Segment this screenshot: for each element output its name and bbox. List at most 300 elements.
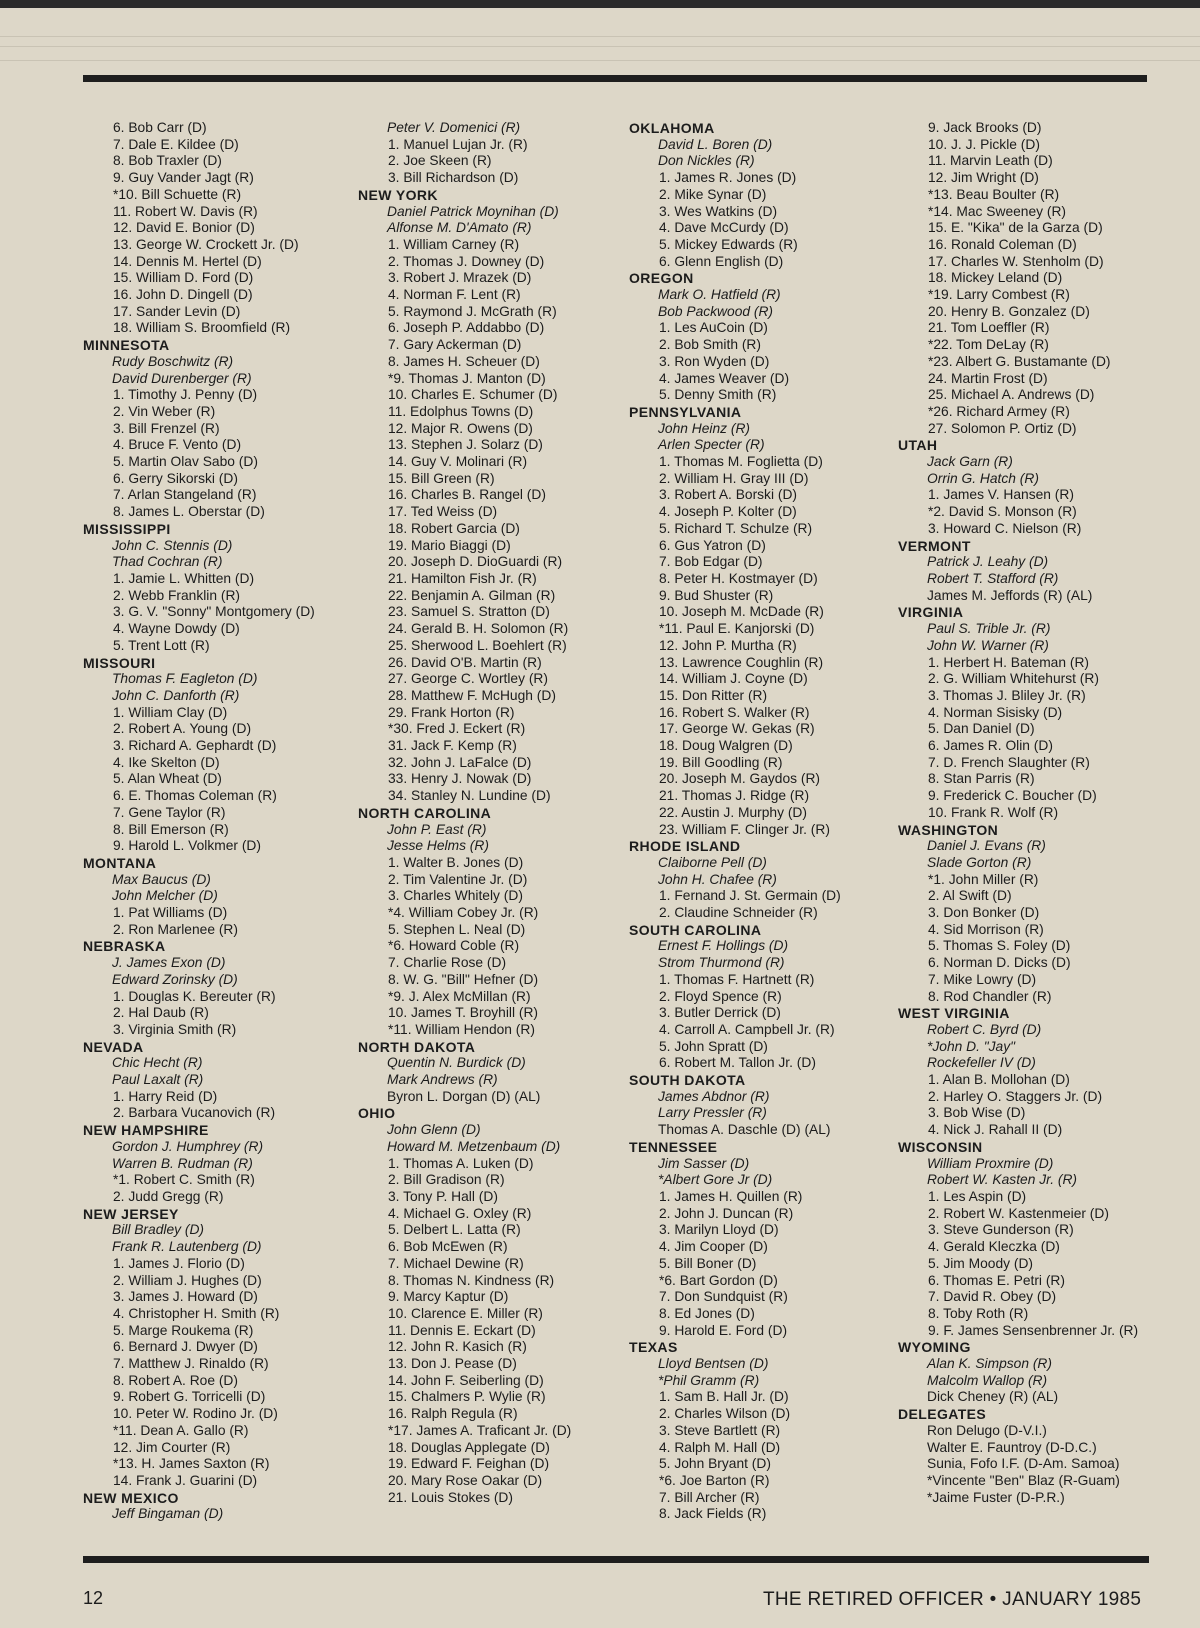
representative-entry: 7. Gene Taylor (R) <box>113 804 226 820</box>
senator-entry: Jesse Helms (R) <box>387 838 489 854</box>
representative-entry: 2. Robert A. Young (D) <box>113 721 252 737</box>
representative-entry: 16. Ronald Coleman (D) <box>928 236 1077 252</box>
state-heading: MONTANA <box>83 854 157 871</box>
senator-entry: John C. Stennis (D) <box>112 537 233 553</box>
representative-entry: 2. Judd Gregg (R) <box>113 1189 224 1204</box>
senator-entry: Rockefeller IV (D) <box>927 1055 1036 1071</box>
representative-entry: 9. Guy Vander Jagt (R) <box>113 170 254 186</box>
representative-entry: 11. Robert W. Davis (R) <box>113 203 258 219</box>
representative-entry: *4. William Cobey Jr. (R) <box>388 905 539 921</box>
representative-entry: 5. John Spratt (D) <box>659 1038 768 1054</box>
senator-entry: Thomas F. Eagleton (D) <box>112 671 258 687</box>
representative-entry: 10. Frank R. Wolf (R) <box>928 804 1059 820</box>
representative-entry: 28. Matthew F. McHugh (D) <box>388 687 556 703</box>
representative-entry: 7. Mike Lowry (D) <box>928 971 1037 987</box>
representative-entry: 17. Charles W. Stenholm (D) <box>928 253 1104 269</box>
representative-entry: 3. G. V. "Sonny" Montgomery (D) <box>113 604 315 620</box>
representative-entry: 12. John R. Kasich (R) <box>388 1339 527 1355</box>
representative-entry: 2. Vin Weber (R) <box>113 403 216 419</box>
representative-entry: 6. Gus Yatron (D) <box>659 537 766 553</box>
representative-entry: 16. John D. Dingell (D) <box>113 287 253 303</box>
representative-entry: 12. David E. Bonior (D) <box>113 220 255 236</box>
scan-top-border <box>0 0 1200 8</box>
senator-entry: James Abdnor (R) <box>658 1088 770 1104</box>
footer-publication: THE RETIRED OFFICER • JANUARY 1985 <box>763 1589 1142 1610</box>
senator-entry: John Glenn (D) <box>387 1122 481 1138</box>
representative-entry: *6. Howard Coble (R) <box>388 938 520 954</box>
page-number: 12 <box>83 1588 104 1608</box>
representative-entry: 1. Alan B. Mollohan (D) <box>928 1072 1070 1088</box>
representative-entry: 3. Steve Bartlett (R) <box>659 1422 781 1438</box>
representative-entry: 1. Timothy J. Penny (D) <box>113 387 258 403</box>
representative-entry: 1. Sam B. Hall Jr. (D) <box>659 1389 789 1405</box>
senator-entry: Don Nickles (R) <box>658 153 755 169</box>
representative-entry: 1. Jamie L. Whitten (D) <box>113 570 255 586</box>
state-heading: NEVADA <box>83 1038 144 1055</box>
representative-entry: 1. Harry Reid (D) <box>113 1088 218 1104</box>
representative-entry: 9. Frederick C. Boucher (D) <box>928 788 1097 804</box>
representative-entry: 4. Jim Cooper (D) <box>659 1239 768 1255</box>
state-heading: UTAH <box>898 437 938 454</box>
representative-entry: *11. William Hendon (R) <box>388 1021 535 1037</box>
representative-entry: 1. Douglas K. Bereuter (R) <box>113 988 276 1004</box>
representative-entry: 13. George W. Crockett Jr. (D) <box>113 236 299 252</box>
representative-entry: 14. John F. Seiberling (D) <box>388 1372 544 1388</box>
state-heading: VIRGINIA <box>898 604 964 621</box>
senator-entry: Howard M. Metzenbaum (D) <box>387 1138 561 1154</box>
representative-entry: 4. Dave McCurdy (D) <box>659 220 789 236</box>
representative-entry: *1. Robert C. Smith (R) <box>113 1172 255 1188</box>
senator-entry: Max Baucus (D) <box>112 871 211 887</box>
representative-entry: 17. George W. Gekas (R) <box>659 721 815 737</box>
representative-entry: 2. Webb Franklin (R) <box>113 587 241 603</box>
column-1 <box>83 120 348 1523</box>
senator-entry: Strom Thurmond (R) <box>658 955 785 971</box>
senator-entry: David Durenberger (R) <box>112 370 252 386</box>
senator-entry: Paul Laxalt (R) <box>112 1072 204 1088</box>
representative-entry: 10. Joseph M. McDade (R) <box>659 604 824 620</box>
representative-entry: 7. Don Sundquist (R) <box>659 1289 788 1305</box>
representative-entry: 1. Thomas M. Foglietta (D) <box>659 454 823 470</box>
representative-entry: 10. Charles E. Schumer (D) <box>388 387 558 403</box>
representative-entry: 27. Solomon P. Ortiz (D) <box>928 420 1077 436</box>
representative-entry: 6. Glenn English (D) <box>659 253 784 269</box>
plain-entry: *Vincente "Ben" Blaz (R-Guam) <box>927 1472 1120 1488</box>
representative-entry: 3. Marilyn Lloyd (D) <box>659 1222 779 1238</box>
representative-entry: 5. Denny Smith (R) <box>659 387 777 403</box>
representative-entry: 8. Toby Roth (R) <box>928 1305 1029 1321</box>
representative-entry: 20. Mary Rose Oakar (D) <box>388 1472 543 1488</box>
senator-entry: Gordon J. Humphrey (R) <box>112 1138 264 1154</box>
representative-entry: 6. Gerry Sikorski (D) <box>113 470 238 486</box>
representative-entry: 5. John Bryant (D) <box>659 1456 771 1472</box>
senator-entry: Bill Bradley (D) <box>112 1222 204 1238</box>
representative-entry: 8. James L. Oberstar (D) <box>113 504 265 520</box>
representative-entry: 5. Jim Moody (D) <box>928 1255 1034 1271</box>
representative-entry: 7. Matthew J. Rinaldo (R) <box>113 1356 269 1372</box>
senator-entry: J. James Exon (D) <box>112 955 226 971</box>
representative-entry: 5. Richard T. Schulze (R) <box>659 520 813 536</box>
state-heading: RHODE ISLAND <box>629 838 741 855</box>
representative-entry: 8. Jack Fields (R) <box>659 1506 767 1522</box>
state-heading: MISSISSIPPI <box>83 520 171 537</box>
representative-entry: 21. Louis Stokes (D) <box>388 1489 513 1505</box>
state-heading: NEW JERSEY <box>83 1205 179 1222</box>
representative-entry: 3. Ron Wyden (D) <box>659 353 770 369</box>
representative-entry: 1. Les Aspin (D) <box>928 1189 1027 1204</box>
representative-entry: 12. Major R. Owens (D) <box>388 420 533 436</box>
representative-entry: 27. George C. Wortley (R) <box>388 671 548 687</box>
representative-entry: 12. Jim Wright (D) <box>928 170 1039 186</box>
representative-entry: 9. Jack Brooks (D) <box>928 120 1042 135</box>
senator-entry: Frank R. Lautenberg (D) <box>112 1239 262 1255</box>
scan-line <box>0 60 1200 61</box>
representative-entry: 2. William J. Hughes (D) <box>113 1272 262 1288</box>
representative-entry: 7. Bob Edgar (D) <box>659 554 763 570</box>
senator-entry: Orrin G. Hatch (R) <box>927 470 1039 486</box>
representative-entry: 2. Joe Skeen (R) <box>388 153 492 169</box>
senator-entry: Malcolm Wallop (R) <box>927 1372 1048 1388</box>
representative-entry: 8. Rod Chandler (R) <box>928 988 1052 1004</box>
representative-entry: 3. Charles Whitely (D) <box>388 888 523 904</box>
representative-entry: 4. Bruce F. Vento (D) <box>113 437 242 453</box>
representative-entry: *13. Beau Boulter (R) <box>928 186 1060 202</box>
representative-entry: 7. Charlie Rose (D) <box>388 955 507 971</box>
state-heading: SOUTH DAKOTA <box>629 1072 746 1089</box>
representative-entry: 14. Dennis M. Hertel (D) <box>113 253 262 269</box>
representative-entry: 20. Henry B. Gonzalez (D) <box>928 303 1090 319</box>
senator-entry: *Phil Gramm (R) <box>658 1372 760 1388</box>
plain-entry: Thomas A. Daschle (D) (AL) <box>658 1122 831 1138</box>
representative-entry: 16. Robert S. Walker (R) <box>659 704 810 720</box>
representative-entry: 1. James H. Quillen (R) <box>659 1189 803 1204</box>
representative-entry: 34. Stanley N. Lundine (D) <box>388 788 551 804</box>
representative-entry: 25. Michael A. Andrews (D) <box>928 387 1095 403</box>
representative-entry: 1. James J. Florio (D) <box>113 1255 245 1271</box>
representative-entry: 4. Nick J. Rahall II (D) <box>928 1122 1063 1138</box>
representative-entry: 1. William Carney (R) <box>388 236 520 252</box>
representative-entry: 3. Robert A. Borski (D) <box>659 487 798 503</box>
senator-entry: Jim Sasser (D) <box>658 1155 750 1171</box>
representative-entry: 15. Don Ritter (R) <box>659 687 768 703</box>
representative-entry: 4. Sid Morrison (R) <box>928 921 1044 937</box>
representative-entry: 2. William H. Gray III (D) <box>659 470 809 486</box>
representative-entry: 8. Thomas N. Kindness (R) <box>388 1272 555 1288</box>
state-heading: WYOMING <box>898 1339 971 1356</box>
representative-entry: 2. Claudine Schneider (R) <box>659 905 818 921</box>
representative-entry: *11. Dean A. Gallo (R) <box>113 1422 249 1438</box>
representative-entry: 12. Jim Courter (R) <box>113 1439 231 1455</box>
top-rule <box>83 75 1147 82</box>
representative-entry: 21. Tom Loeffler (R) <box>928 320 1050 336</box>
representative-entry: *1. John Miller (R) <box>928 871 1039 887</box>
representative-entry: 16. Charles B. Rangel (D) <box>388 487 546 503</box>
representative-entry: 2. G. William Whitehurst (R) <box>928 671 1099 687</box>
state-heading: WISCONSIN <box>898 1138 983 1155</box>
representative-entry: 3. Richard A. Gephardt (D) <box>113 738 277 754</box>
representative-entry: 33. Henry J. Nowak (D) <box>388 771 532 787</box>
representative-entry: *26. Richard Armey (R) <box>928 403 1070 419</box>
representative-entry: 10. Peter W. Rodino Jr. (D) <box>113 1406 278 1422</box>
representative-entry: 15. E. "Kika" de la Garza (D) <box>928 220 1103 236</box>
senator-entry: Edward Zorinsky (D) <box>112 971 238 987</box>
representative-entry: 5. Alan Wheat (D) <box>113 771 222 787</box>
representative-entry: 5. Delbert L. Latta (R) <box>388 1222 521 1238</box>
senator-entry: David L. Boren (D) <box>658 136 773 152</box>
plain-entry: Ron Delugo (D-V.I.) <box>927 1422 1047 1438</box>
representative-entry: 7. Arlan Stangeland (R) <box>113 487 257 503</box>
representative-entry: 7. David R. Obey (D) <box>928 1289 1057 1305</box>
representative-entry: *22. Tom DeLay (R) <box>928 337 1049 353</box>
representative-entry: 2. Harley O. Staggers Jr. (D) <box>928 1088 1103 1104</box>
representative-entry: 7. Bill Archer (R) <box>659 1489 760 1505</box>
senator-entry: Rudy Boschwitz (R) <box>112 353 234 369</box>
representative-entry: 6. Joseph P. Addabbo (D) <box>388 320 545 336</box>
plain-entry: Byron L. Dorgan (D) (AL) <box>387 1088 541 1104</box>
representative-entry: 5. Stephen L. Neal (D) <box>388 921 526 937</box>
representative-entry: 3. Bill Frenzel (R) <box>113 420 220 436</box>
senator-entry: John C. Danforth (R) <box>112 687 240 703</box>
representative-entry: 5. Bill Boner (D) <box>659 1255 757 1271</box>
representative-entry: 2. Ron Marlenee (R) <box>113 921 238 937</box>
representative-entry: 8. Robert A. Roe (D) <box>113 1372 238 1388</box>
state-heading: DELEGATES <box>898 1406 987 1423</box>
representative-entry: 1. Herbert H. Bateman (R) <box>928 654 1090 670</box>
representative-entry: 5. Raymond J. McGrath (R) <box>388 303 557 319</box>
plain-entry: Sunia, Fofo I.F. (D-Am. Samoa) <box>927 1456 1120 1472</box>
representative-entry: 6. Bernard J. Dwyer (D) <box>113 1339 258 1355</box>
representative-entry: 2. Mike Synar (D) <box>659 186 767 202</box>
representative-entry: *11. Paul E. Kanjorski (D) <box>659 621 815 637</box>
representative-entry: 24. Martin Frost (D) <box>928 370 1048 386</box>
representative-entry: 3. Butler Derrick (D) <box>659 1005 781 1021</box>
representative-entry: 4. Joseph P. Kolter (D) <box>659 504 797 520</box>
representative-entry: 16. Ralph Regula (R) <box>388 1406 518 1422</box>
representative-entry: 2. Thomas J. Downey (D) <box>388 253 545 269</box>
representative-entry: 9. Robert G. Torricelli (D) <box>113 1389 266 1405</box>
scan-line <box>0 36 1200 37</box>
representative-entry: 8. Ed Jones (D) <box>659 1305 755 1321</box>
representative-entry: 2. Hal Daub (R) <box>113 1005 209 1021</box>
representative-entry: 15. William D. Ford (D) <box>113 270 254 286</box>
representative-entry: 1. Walter B. Jones (D) <box>388 854 524 870</box>
senator-entry: Claiborne Pell (D) <box>658 854 767 870</box>
representative-entry: 6. Bob McEwen (R) <box>388 1239 508 1255</box>
state-heading: WASHINGTON <box>898 821 999 838</box>
representative-entry: 7. D. French Slaughter (R) <box>928 754 1090 770</box>
representative-entry: 8. Peter H. Kostmayer (D) <box>659 570 818 586</box>
representative-entry: *9. J. Alex McMillan (R) <box>388 988 531 1004</box>
representative-entry: 4. Norman F. Lent (R) <box>388 287 521 303</box>
representative-entry: 6. Thomas E. Petri (R) <box>928 1272 1065 1288</box>
representative-entry: 4. Ike Skelton (D) <box>113 754 220 770</box>
senator-entry: Mark O. Hatfield (R) <box>658 287 781 303</box>
senator-entry: Alfonse M. D'Amato (R) <box>387 220 532 236</box>
representative-entry: 21. Hamilton Fish Jr. (R) <box>388 570 537 586</box>
representative-entry: 14. Frank J. Guarini (D) <box>113 1472 258 1488</box>
representative-entry: 3. Bill Richardson (D) <box>388 170 519 186</box>
senator-entry: Quentin N. Burdick (D) <box>387 1055 526 1071</box>
senator-entry: Daniel Patrick Moynihan (D) <box>387 203 559 219</box>
state-heading: WEST VIRGINIA <box>898 1005 1010 1022</box>
representative-entry: 3. Don Bonker (D) <box>928 905 1040 921</box>
senator-entry: Jeff Bingaman (D) <box>112 1506 224 1522</box>
plain-entry: James M. Jeffords (R) (AL) <box>927 587 1093 603</box>
representative-entry: 9. F. James Sensenbrenner Jr. (R) <box>928 1322 1139 1338</box>
senator-entry: Paul S. Trible Jr. (R) <box>927 621 1051 637</box>
senator-entry: Robert C. Byrd (D) <box>927 1021 1042 1037</box>
representative-entry: 18. William S. Broomfield (R) <box>113 320 291 336</box>
senator-entry: John W. Warner (R) <box>927 637 1049 653</box>
representative-entry: 22. Austin J. Murphy (D) <box>659 804 807 820</box>
representative-entry: 2. Tim Valentine Jr. (D) <box>388 871 528 887</box>
representative-entry: 17. Ted Weiss (D) <box>388 504 498 520</box>
senator-entry: John Heinz (R) <box>658 420 751 436</box>
representative-entry: 5. Trent Lott (R) <box>113 637 210 653</box>
state-heading: NEW YORK <box>358 186 438 203</box>
representative-entry: *13. H. James Saxton (R) <box>113 1456 270 1472</box>
representative-entry: 18. Mickey Leland (D) <box>928 270 1063 286</box>
representative-entry: 29. Frank Horton (R) <box>388 704 515 720</box>
representative-entry: 14. Guy V. Molinari (R) <box>388 454 528 470</box>
representative-entry: 4. Carroll A. Campbell Jr. (R) <box>659 1021 835 1037</box>
representative-entry: 8. Bob Traxler (D) <box>113 153 222 169</box>
representative-entry: 13. Don J. Pease (D) <box>388 1356 517 1372</box>
representative-entry: 2. Charles Wilson (D) <box>659 1406 791 1422</box>
representative-entry: 18. Douglas Applegate (D) <box>388 1439 550 1455</box>
state-heading: NEW HAMPSHIRE <box>83 1122 209 1139</box>
representative-entry: 20. Joseph M. Gaydos (R) <box>659 771 821 787</box>
representative-entry: 6. Norman D. Dicks (D) <box>928 955 1071 971</box>
representative-entry: 4. Michael G. Oxley (R) <box>388 1205 532 1221</box>
senator-entry: Lloyd Bentsen (D) <box>658 1356 769 1372</box>
representative-entry: *19. Larry Combest (R) <box>928 287 1070 303</box>
senator-entry: *John D. "Jay" <box>927 1038 1016 1054</box>
state-heading: OHIO <box>358 1105 396 1122</box>
representative-entry: 2. Robert W. Kastenmeier (D) <box>928 1205 1109 1221</box>
senator-entry: Thad Cochran (R) <box>112 554 223 570</box>
state-heading: NEW MEXICO <box>83 1489 179 1506</box>
column-2 <box>358 120 623 1506</box>
representative-entry: 1. Manuel Lujan Jr. (R) <box>388 136 528 152</box>
representative-entry: 8. W. G. "Bill" Hefner (D) <box>388 971 539 987</box>
representative-entry: 7. Dale E. Kildee (D) <box>113 136 239 152</box>
representative-entry: 3. Bob Wise (D) <box>928 1105 1026 1121</box>
senator-entry: John P. East (R) <box>387 821 487 837</box>
representative-entry: 6. James R. Olin (D) <box>928 738 1053 754</box>
representative-entry: 3. Howard C. Nielson (R) <box>928 520 1082 536</box>
representative-entry: 10. J. J. Pickle (D) <box>928 136 1040 152</box>
representative-entry: 2. Al Swift (D) <box>928 888 1012 904</box>
representative-entry: 4. James Weaver (D) <box>659 370 790 386</box>
representative-entry: 15. Bill Green (R) <box>388 470 495 486</box>
state-heading: VERMONT <box>898 537 971 554</box>
representative-entry: 12. John P. Murtha (R) <box>659 637 797 653</box>
representative-entry: *14. Mac Sweeney (R) <box>928 203 1067 219</box>
representative-entry: 17. Sander Levin (D) <box>113 303 241 319</box>
representative-entry: 18. Doug Walgren (D) <box>659 738 793 754</box>
representative-entry: 1. Fernand J. St. Germain (D) <box>659 888 841 904</box>
representative-entry: 10. Clarence E. Miller (R) <box>388 1305 543 1321</box>
representative-entry: 3. James J. Howard (D) <box>113 1289 258 1305</box>
state-heading: PENNSYLVANIA <box>629 403 742 420</box>
representative-entry: *30. Fred J. Eckert (R) <box>388 721 526 737</box>
representative-entry: 8. Bill Emerson (R) <box>113 821 229 837</box>
state-heading: NORTH DAKOTA <box>358 1038 476 1055</box>
representative-entry: 3. Robert J. Mrazek (D) <box>388 270 532 286</box>
representative-entry: 9. Harold E. Ford (D) <box>659 1322 788 1338</box>
senator-entry: Arlen Specter (R) <box>658 437 765 453</box>
state-heading: MISSOURI <box>83 654 156 671</box>
representative-entry: 3. Steve Gunderson (R) <box>928 1222 1074 1238</box>
senator-entry: Larry Pressler (R) <box>658 1105 767 1121</box>
representative-entry: 6. Bob Carr (D) <box>113 120 207 135</box>
representative-entry: 4. Wayne Dowdy (D) <box>113 621 240 637</box>
senator-entry: Slade Gorton (R) <box>927 854 1032 870</box>
representative-entry: 2. John J. Duncan (R) <box>659 1205 794 1221</box>
representative-entry: 3. Tony P. Hall (D) <box>388 1189 498 1204</box>
representative-entry: 13. Lawrence Coughlin (R) <box>659 654 824 670</box>
representative-entry: 5. Dan Daniel (D) <box>928 721 1035 737</box>
representative-entry: 2. Bob Smith (R) <box>659 337 761 353</box>
representative-entry: 1. Thomas A. Luken (D) <box>388 1155 534 1171</box>
representative-entry: 19. Mario Biaggi (D) <box>388 537 511 553</box>
representative-entry: 2. Bill Gradison (R) <box>388 1172 505 1188</box>
representative-entry: 2. Barbara Vucanovich (R) <box>113 1105 276 1121</box>
representative-entry: 8. Stan Parris (R) <box>928 771 1035 787</box>
representative-entry: *17. James A. Traficant Jr. (D) <box>388 1422 572 1438</box>
representative-entry: 3. Thomas J. Bliley Jr. (R) <box>928 687 1086 703</box>
representative-entry: 11. Marvin Leath (D) <box>928 153 1053 169</box>
representative-entry: 26. David O'B. Martin (R) <box>388 654 542 670</box>
representative-entry: 18. Robert Garcia (D) <box>388 520 520 536</box>
representative-entry: 25. Sherwood L. Boehlert (R) <box>388 637 567 653</box>
representative-entry: 23. Samuel S. Stratton (D) <box>388 604 550 620</box>
representative-entry: 19. Edward F. Feighan (D) <box>388 1456 550 1472</box>
senator-entry: Chic Hecht (R) <box>112 1055 203 1071</box>
representative-entry: 1. James R. Jones (D) <box>659 170 797 186</box>
representative-entry: 14. William J. Coyne (D) <box>659 671 808 687</box>
representative-entry: 21. Thomas J. Ridge (R) <box>659 788 810 804</box>
representative-entry: 4. Gerald Kleczka (D) <box>928 1239 1060 1255</box>
representative-entry: *6. Joe Barton (R) <box>659 1472 770 1488</box>
state-heading: OKLAHOMA <box>629 120 715 136</box>
senator-entry: Warren B. Rudman (R) <box>112 1155 253 1171</box>
state-heading: SOUTH CAROLINA <box>629 921 762 938</box>
representative-entry: 11. Dennis E. Eckart (D) <box>388 1322 536 1338</box>
representative-entry: *9. Thomas J. Manton (D) <box>388 370 546 386</box>
column-3 <box>629 120 894 1523</box>
senator-entry: Alan K. Simpson (R) <box>927 1356 1052 1372</box>
representative-entry: *10. Bill Schuette (R) <box>113 186 242 202</box>
representative-entry: 3. Wes Watkins (D) <box>659 203 778 219</box>
scan-line <box>0 46 1200 47</box>
state-heading: NORTH CAROLINA <box>358 804 492 821</box>
senator-entry: Mark Andrews (R) <box>387 1072 498 1088</box>
representative-entry: 1. William Clay (D) <box>113 704 228 720</box>
representative-entry: 22. Benjamin A. Gilman (R) <box>388 587 556 603</box>
representative-entry: *23. Albert G. Bustamante (D) <box>928 353 1111 369</box>
senator-entry: William Proxmire (D) <box>927 1155 1054 1171</box>
representative-entry: 5. Martin Olav Sabo (D) <box>113 454 258 470</box>
representative-entry: 7. Gary Ackerman (D) <box>388 337 522 353</box>
representative-entry: 6. Robert M. Tallon Jr. (D) <box>659 1055 816 1071</box>
representative-entry: 7. Michael Dewine (R) <box>388 1255 524 1271</box>
bottom-rule <box>83 1556 1149 1563</box>
senator-entry: Jack Garn (R) <box>927 454 1013 470</box>
representative-entry: 20. Joseph D. DioGuardi (R) <box>388 554 563 570</box>
representative-entry: 1. Les AuCoin (D) <box>659 320 768 336</box>
